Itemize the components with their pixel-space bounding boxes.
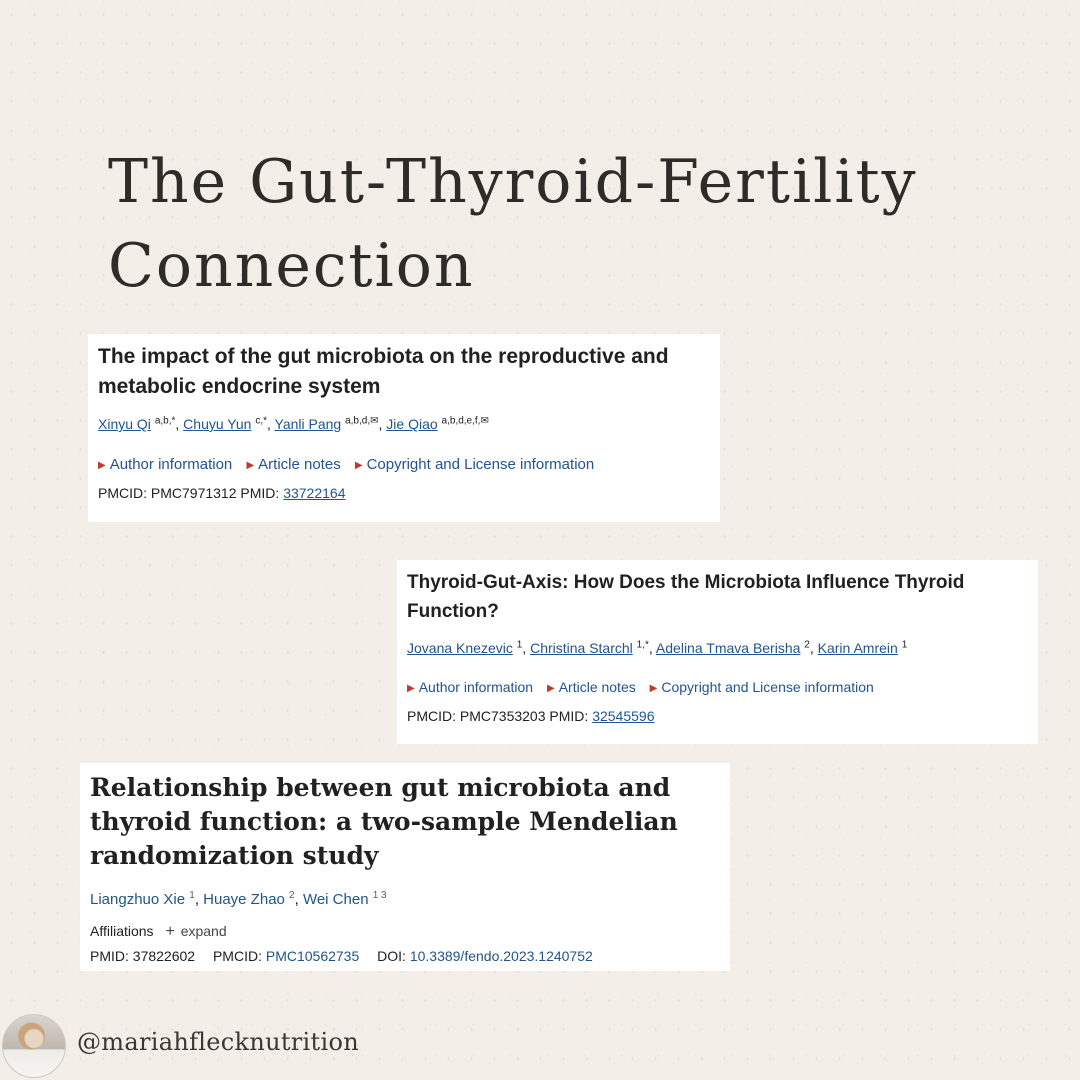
author-list: Jovana Knezevic $^1$, Christina Starchl $^{1,*}$, Adelina Tmava Berisha $^2$, Karin Amrein $^1$ — [407, 639, 908, 656]
affiliations-label: Affiliations — [90, 923, 154, 939]
caret-right-icon: ▶ — [547, 683, 555, 694]
article-identifiers — [407, 706, 1028, 726]
account-handle[interactable]: @mariahflecknutrition — [77, 1028, 359, 1056]
author-information-link[interactable]: ▶ Author information — [98, 456, 233, 473]
affiliations-row — [90, 921, 720, 942]
author-link[interactable]: Jovana Knezevic — [407, 640, 513, 656]
article-info-links — [98, 454, 710, 477]
pmcid-label: PMCID: — [212, 948, 262, 964]
account-footer — [0, 1012, 600, 1080]
expand-affiliations-button[interactable]: + expand — [165, 923, 227, 940]
author-link[interactable]: Liangzhuo Xie — [90, 891, 186, 908]
author-affiliation-sup: 1 — [189, 890, 195, 901]
author-affiliation-sup: a,b,d,e,f,✉ — [441, 415, 489, 427]
pmid-label: PMID: — [90, 948, 129, 964]
caret-right-icon: ▶ — [354, 460, 363, 471]
author-information-link[interactable]: ▶ Author information — [407, 679, 534, 695]
pmid-value: 37822602 — [132, 948, 196, 964]
pmid-link[interactable]: 32545596 — [592, 708, 655, 724]
article-info-links — [407, 676, 1028, 700]
author-link[interactable]: Huaye Zhao — [203, 891, 285, 908]
pmcid-value: PMC7971312 — [150, 485, 237, 501]
author-link[interactable]: Yanli Pang — [274, 416, 342, 432]
pmid-label: PMID: — [549, 708, 589, 724]
caret-right-icon: ▶ — [98, 460, 106, 471]
pmid-link[interactable]: 33722164 — [283, 485, 346, 501]
author-affiliation-sup: a,b,* — [154, 415, 176, 427]
article-title: Relationship between gut microbiota and thyroid function: a two-sample Mendelian randomization study — [90, 773, 678, 870]
author-affiliation-sup: a,b,d,✉ — [345, 415, 379, 427]
pmcid-link[interactable]: PMC10562735 — [265, 948, 360, 964]
author-affiliation-sup: 2 — [289, 890, 295, 901]
author-affiliation-sup: 1 3 — [372, 890, 387, 901]
article-title: Thyroid-Gut-Axis: How Does the Microbiota Influence Thyroid Function? — [407, 572, 965, 622]
caret-right-icon: ▶ — [407, 683, 415, 694]
article-card-gut-microbiota-endocrine — [88, 334, 720, 522]
author-link[interactable]: Wei Chen — [302, 891, 369, 908]
doi-link[interactable]: 10.3389/fendo.2023.1240752 — [409, 948, 593, 964]
copyright-license-link[interactable]: ▶ Copyright and License information — [649, 679, 874, 695]
article-notes-link[interactable]: ▶ Article notes — [246, 456, 341, 473]
page-headline: The Gut-Thyroid-Fertility Connection — [108, 147, 918, 301]
author-link[interactable]: Christina Starchl — [530, 640, 633, 656]
pmcid-value: PMC7353203 — [459, 708, 546, 724]
article-notes-link[interactable]: ▶ Article notes — [547, 679, 636, 695]
plus-icon: + — [165, 923, 175, 940]
copyright-license-link[interactable]: ▶ Copyright and License information — [354, 456, 595, 473]
caret-right-icon: ▶ — [246, 460, 255, 471]
author-link[interactable]: Xinyu Qi — [98, 416, 151, 432]
article-card-mendelian-randomization — [80, 763, 730, 971]
author-affiliation-sup: 1 — [516, 639, 523, 651]
pmid-label: PMID: — [240, 485, 280, 501]
pmcid-label: PMCID: — [98, 485, 147, 501]
author-affiliation-sup: 1 — [901, 639, 908, 651]
article-identifiers — [98, 483, 710, 503]
author-link[interactable]: Karin Amrein — [817, 640, 898, 656]
author-link[interactable]: Adelina Tmava Berisha — [655, 640, 801, 656]
author-link[interactable]: Chuyu Yun — [183, 416, 252, 432]
author-link[interactable]: Jie Qiao — [386, 416, 438, 432]
caret-right-icon: ▶ — [649, 683, 658, 694]
article-title: The impact of the gut microbiota on the reproductive and metabolic endocrine system — [98, 345, 669, 398]
article-card-thyroid-gut-axis — [397, 560, 1038, 744]
author-list: Xinyu Qi $^{a,b,*}$, Chuyu Yun $^{c,*}$, Yanli Pang $^{a,b,d,✉}$, Jie Qiao $^{a,b,d,e,f,✉}$ — [98, 415, 489, 432]
avatar[interactable] — [2, 1014, 66, 1078]
author-affiliation-sup: c,* — [255, 415, 267, 427]
pmcid-label: PMCID: — [407, 708, 456, 724]
author-list: Liangzhuo Xie $^1$, Huaye Zhao $^2$, Wei Chen $^{1 3}$ — [90, 890, 387, 908]
article-identifiers — [90, 946, 720, 966]
author-affiliation-sup: 1,* — [636, 639, 649, 651]
author-affiliation-sup: 2 — [804, 639, 810, 651]
doi-label: DOI: — [377, 948, 406, 964]
